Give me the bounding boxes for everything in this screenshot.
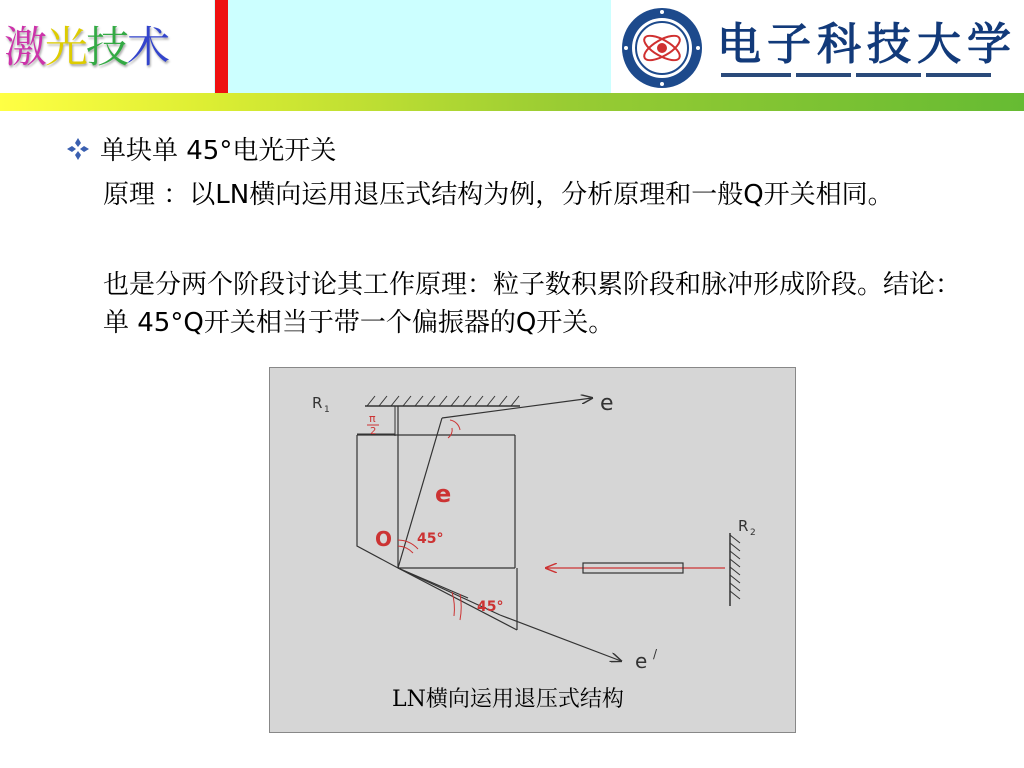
bullet-heading-row — [66, 130, 336, 167]
label-pi: π — [369, 412, 376, 425]
label-pi-den: 2 — [370, 426, 377, 437]
course-title — [4, 14, 168, 75]
university-english-name-icon — [721, 72, 991, 78]
label-e-prime-mark: / — [653, 647, 658, 661]
course-title-char: 激 — [4, 23, 45, 73]
label-angle-upper: 45° — [417, 531, 444, 547]
slide-header — [0, 0, 1024, 95]
label-e-mid: e — [435, 480, 452, 508]
label-e-prime: e — [635, 649, 648, 673]
course-title-char: 光 — [45, 23, 86, 73]
course-title-box — [0, 0, 214, 93]
label-r1: R — [312, 394, 323, 412]
label-r1-sub: 1 — [324, 405, 330, 415]
conclusion-paragraph: 也是分两个阶段讨论其工作原理：粒子数积累阶段和脉冲形成阶段。结论：单 45°Q开关相当于带一个偏振器的Q开关。 — [103, 270, 962, 338]
figure-caption: LN横向运用退压式结构 — [392, 687, 624, 712]
ln-structure-figure — [269, 367, 796, 733]
mirror-r2 — [730, 533, 740, 606]
label-o: O — [375, 527, 393, 551]
accent-red-bar — [215, 0, 228, 93]
principle-paragraph: 原理 ：以LN横向运用退压式结构为例，分析原理和一般Q开关相同。 — [103, 180, 894, 210]
course-title-char: 技 — [86, 23, 127, 73]
slide-heading: 单块单 45°电光开关 — [100, 136, 337, 166]
mirror-r1 — [365, 396, 520, 406]
header-gradient-band — [0, 93, 1024, 111]
angle-arcs — [398, 420, 461, 620]
label-angle-lower: 45° — [477, 599, 504, 615]
diamond-bullet-icon — [66, 137, 90, 161]
ln-structure-diagram — [270, 368, 795, 732]
ray-lines — [398, 398, 725, 661]
label-e-top: e — [600, 391, 614, 416]
university-seal-icon — [620, 6, 704, 90]
course-title-char: 术 — [127, 23, 168, 73]
university-logo — [611, 0, 1024, 95]
university-name: 电子科技大学 — [717, 19, 1017, 70]
label-r2-sub: 2 — [750, 528, 756, 538]
label-r2: R — [738, 517, 749, 535]
